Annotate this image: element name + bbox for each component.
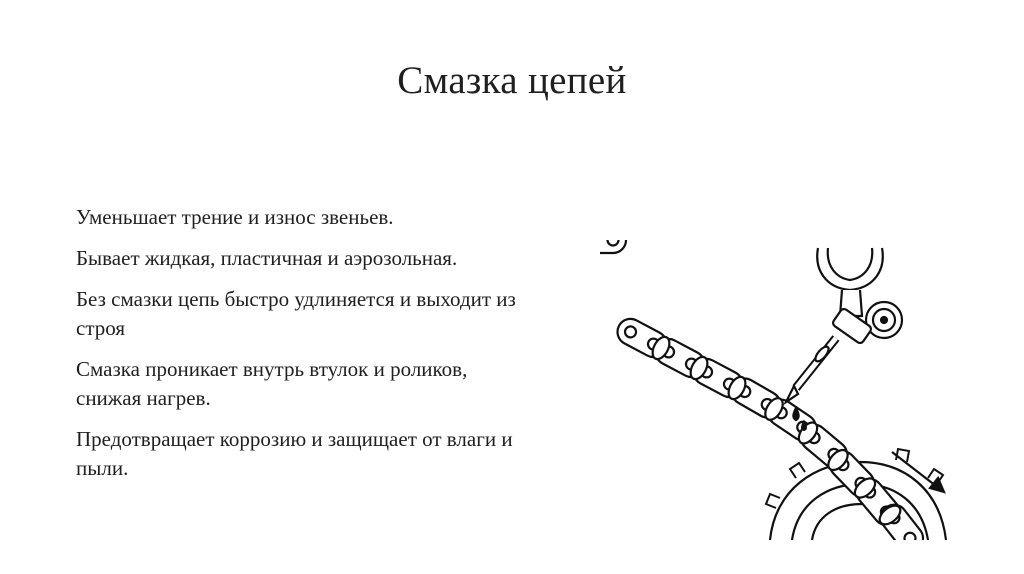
direction-arrow-icon	[892, 452, 944, 492]
slide-title: Смазка цепей	[397, 59, 627, 102]
bullet-item: Смазка проникает внутрь втулок и роликов, снижая нагрев.	[76, 357, 468, 410]
chain-icon	[600, 240, 928, 540]
bullet-item: Предотвращает коррозию и защищает от влаги и пыли.	[76, 427, 513, 480]
bullet-item: Уменьшает трение и износ звеньев.	[76, 205, 394, 229]
oil-can-icon	[786, 248, 902, 430]
bullet-item: Бывает жидкая, пластичная и аэрозольная.	[76, 246, 458, 270]
bullet-item: Без смазки цепь быстро удлиняется и выходит из строя	[76, 287, 516, 340]
bullet-list	[76, 203, 526, 495]
chain-lubrication-illustration	[600, 240, 970, 540]
